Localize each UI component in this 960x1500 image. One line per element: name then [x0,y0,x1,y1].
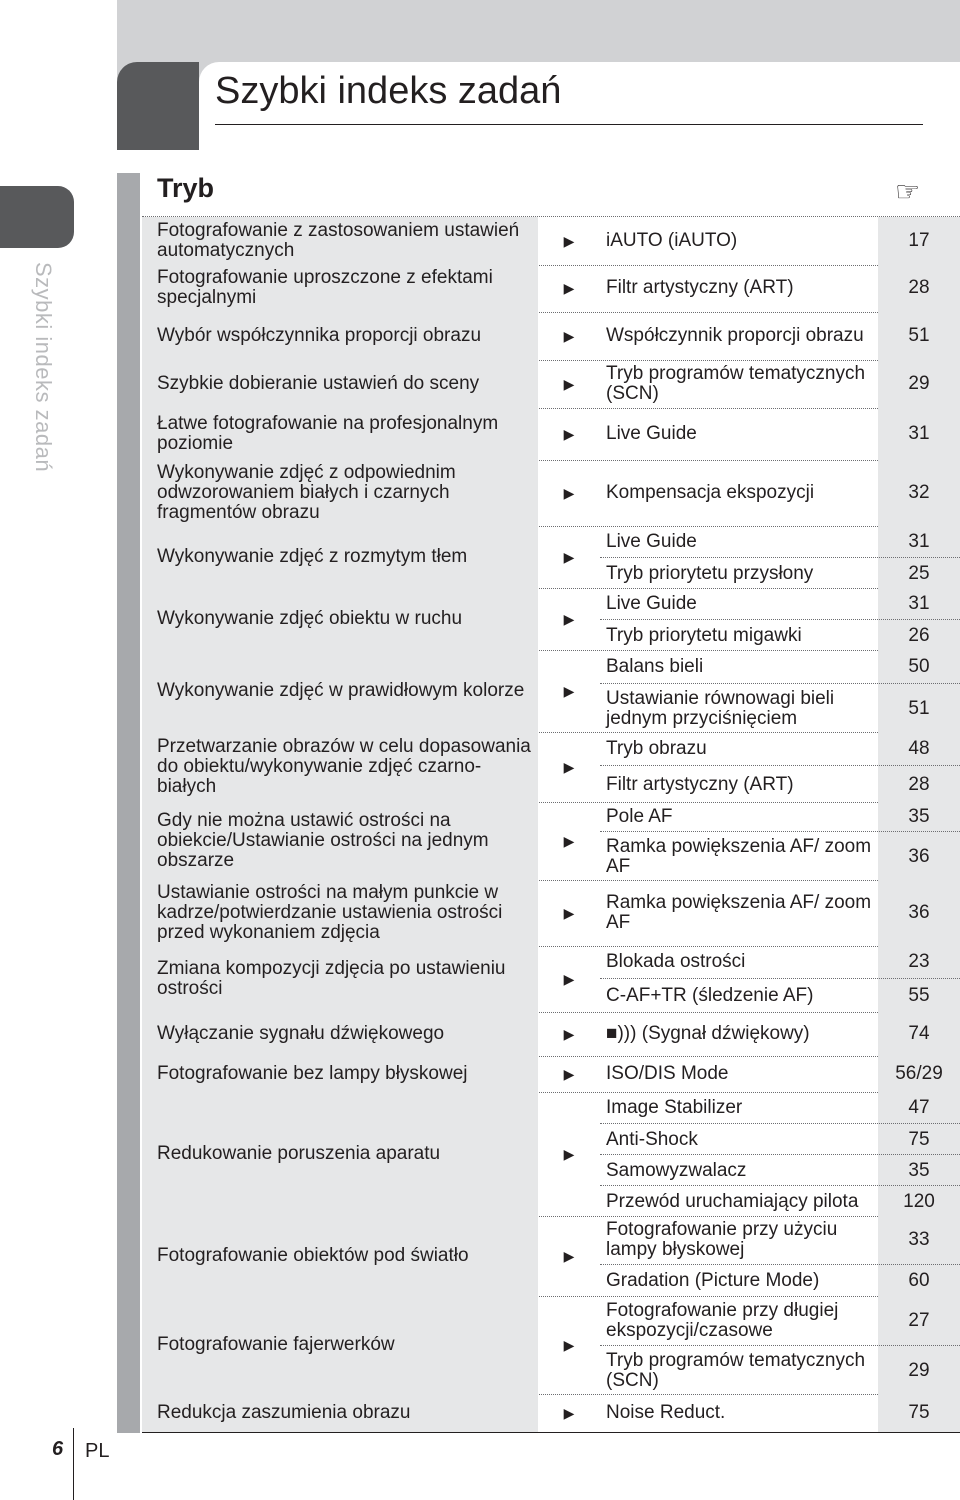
reference-list [600,732,960,802]
reference-label: Live Guide [606,530,697,552]
table-row [142,650,960,733]
reference-page: 36 [908,902,930,923]
reference-list [600,1092,960,1216]
reference-item [600,1296,960,1345]
reference-item [600,946,960,978]
task-label: Fotografowanie obiektów pod światło [142,1216,538,1296]
pointing-hand-icon: ☞ [895,176,921,207]
reference-list [600,1056,960,1092]
reference-label: Image Stabilizer [606,1096,743,1118]
reference-item [600,1345,960,1395]
reference-list [600,526,960,588]
reference-label: Fotografowanie przy długiej ekspozycji/czasowe [606,1299,839,1341]
reference-page: 120 [903,1190,935,1212]
reference-label: Noise Reduct. [606,1402,726,1423]
reference-label: Live Guide [606,423,697,444]
arrow-right-icon: ▶ [563,970,575,987]
task-label: Łatwe fotografowanie na profesjonalnym poziomie [142,408,538,460]
reference-list [600,802,960,880]
arrow-right-icon: ▶ [563,548,575,565]
reference-item [600,732,960,765]
reference-page: 31 [908,423,930,444]
reference-page: 75 [908,1128,930,1150]
arrow-right-icon: ▶ [563,425,575,442]
reference-page: 32 [908,482,930,503]
reference-page: 51 [908,697,930,719]
reference-page: 29 [908,1359,930,1381]
reference-page: 47 [908,1096,930,1118]
table-row [142,1216,960,1297]
reference-page: 26 [908,624,930,646]
reference-label: Tryb programów tematycznych (SCN) [606,1349,866,1391]
table-row [142,880,960,947]
reference-item [600,460,960,526]
reference-page: 33 [908,1229,930,1250]
reference-page: 50 [908,655,930,677]
task-label: Gdy nie można ustawić ostrości na obiekcie/Ustawianie ostrości na jednym obszarze [142,802,538,880]
header-tab [117,62,199,150]
arrow-right-icon: ▶ [563,610,575,627]
arrow-right-icon: ▶ [563,758,575,775]
reference-page: 23 [908,951,930,972]
title-divider [215,124,923,125]
reference-page: 28 [908,277,930,298]
reference-label: Ramka powiększenia AF/ zoom AF [606,892,872,933]
reference-list [600,217,960,265]
reference-label: Blokada ostrości [606,951,746,972]
reference-label: Live Guide [606,592,697,614]
reference-page: 25 [908,562,930,584]
reference-page: 28 [908,773,930,795]
reference-list [600,1394,960,1432]
reference-item [600,1056,960,1092]
reference-page: 17 [908,230,930,251]
reference-item [600,1123,960,1155]
reference-list [600,312,960,360]
reference-page: 31 [908,592,930,614]
reference-page: 36 [908,845,930,867]
reference-label: Ramka powiększenia AF/ zoom AF [606,835,872,877]
task-label: Fotografowanie uproszczone z efektami specjalnymi [142,264,538,312]
reference-list [600,360,960,408]
table-row [142,732,960,803]
reference-label: Gradation (Picture Mode) [606,1270,820,1291]
reference-item [600,526,960,557]
task-label: Ustawianie ostrości na małym punkcie w kadrze/potwierdzanie ustawienia ostrości przed wykonaniem zdjęcia [142,880,538,946]
reference-page: 56/29 [895,1063,943,1084]
reference-list [600,408,960,460]
reference-list [600,650,960,732]
task-label: Wykonywanie zdjęć z odpowiednim odwzorowaniem białych i czarnych fragmentów obrazu [142,460,538,526]
reference-label: Ustawianie równowagi bieli jednym przyciśnięciem [606,687,835,729]
side-tab [0,186,74,248]
table-row [142,1394,960,1433]
reference-item [600,1012,960,1056]
reference-label: Tryb priorytetu migawki [606,624,802,646]
reference-item [600,802,960,831]
task-label: Fotografowanie bez lampy błyskowej [142,1056,538,1092]
reference-item [600,650,960,683]
reference-page: 75 [908,1402,930,1423]
table-row [142,526,960,589]
arrow-right-icon: ▶ [563,682,575,699]
reference-item [600,1185,960,1217]
reference-label: Filtr artystyczny (ART) [606,277,794,298]
reference-page: 35 [908,1159,930,1181]
reference-label: Kompensacja ekspozycji [606,482,815,503]
reference-item [600,1154,960,1186]
reference-list [600,1296,960,1394]
reference-label: Samowyzwalacz [606,1159,747,1181]
arrow-right-icon: ▶ [563,1025,575,1042]
reference-item [600,312,960,360]
table-row [142,802,960,881]
arrow-right-icon: ▶ [563,484,575,501]
section-title: Tryb [157,173,215,203]
task-label: Zmiana kompozycji zdjęcia po ustawieniu ostrości [142,946,538,1012]
reference-page: 35 [908,805,930,827]
reference-page: 27 [908,1309,930,1331]
reference-page: 60 [908,1270,930,1291]
section-strip [117,173,140,1433]
task-label: Redukowanie poruszenia aparatu [142,1092,538,1216]
task-label: Fotografowanie fajerwerków [142,1296,538,1394]
reference-item [600,217,960,265]
arrow-right-icon: ▶ [563,1404,575,1421]
reference-label: ■))) (Sygnał dźwiękowy) [606,1023,810,1044]
arrow-right-icon: ▶ [563,1247,575,1264]
reference-list [600,1216,960,1296]
arrow-right-icon: ▶ [563,327,575,344]
reference-item [600,880,960,946]
task-label: Wykonywanie zdjęć w prawidłowym kolorze [142,650,538,732]
reference-list [600,1012,960,1056]
table-row [142,264,960,313]
reference-label: Anti-Shock [606,1128,698,1150]
task-label: Wyłączanie sygnału dźwiękowego [142,1012,538,1056]
reference-label: iAUTO (iAUTO) [606,230,738,251]
reference-item [600,1092,960,1123]
page-number-divider [73,1428,74,1500]
reference-item [600,978,960,1013]
task-label: Wykonywanie zdjęć obiektu w ruchu [142,588,538,650]
table-bottom-rule [142,1432,960,1433]
reference-page: 51 [908,325,930,346]
table-row [142,360,960,409]
reference-page: 55 [908,985,930,1006]
task-label: Redukcja zaszumienia obrazu [142,1394,538,1432]
arrow-right-icon: ▶ [563,1336,575,1353]
reference-label: Fotografowanie przy użyciu lampy błyskowej [606,1219,838,1260]
reference-item [600,408,960,460]
arrow-right-icon: ▶ [563,279,575,296]
reference-list [600,264,960,312]
table-row [142,216,960,266]
arrow-right-icon: ▶ [563,1065,575,1082]
reference-item [600,588,960,619]
reference-page: 48 [908,737,930,759]
reference-list [600,946,960,1012]
arrow-right-icon: ▶ [563,375,575,392]
reference-item [600,765,960,803]
reference-item [600,683,960,733]
reference-label: Pole AF [606,805,673,827]
reference-label: Tryb obrazu [606,737,707,759]
reference-item [600,619,960,651]
table-row [142,312,960,361]
reference-page: 31 [908,530,930,552]
arrow-right-icon: ▶ [563,832,575,849]
reference-page: 74 [908,1023,930,1044]
reference-page: 29 [908,373,930,394]
reference-item [600,831,960,881]
table-row [142,588,960,651]
reference-label: Filtr artystyczny (ART) [606,773,794,795]
reference-list [600,880,960,946]
arrow-right-icon: ▶ [563,232,575,249]
table-row [142,1012,960,1057]
reference-label: Balans bieli [606,655,704,677]
table-row [142,946,960,1013]
task-label: Wykonywanie zdjęć z rozmytym tłem [142,526,538,588]
reference-label: Przewód uruchamiający pilota [606,1190,859,1212]
reference-list [600,588,960,650]
task-label: Szybkie dobieranie ustawień do sceny [142,360,538,408]
table-row [142,408,960,461]
reference-item [600,264,960,312]
table-row [142,1296,960,1395]
task-label: Wybór współczynnika proporcji obrazu [142,312,538,360]
reference-item [600,557,960,589]
arrow-right-icon: ▶ [563,904,575,921]
page-number: 6 [52,1438,64,1460]
reference-item [600,360,960,408]
task-label: Fotografowanie z zastosowaniem ustawień automatycznych [142,217,538,265]
reference-label: Współczynnik proporcji obrazu [606,325,864,346]
task-label: Przetwarzanie obrazów w celu dopasowania do obiektu/wykonywanie zdjęć czarno-białych [142,732,538,802]
reference-label: C-AF+TR (śledzenie AF) [606,985,814,1006]
reference-item [600,1264,960,1297]
reference-item [600,1394,960,1432]
reference-label: Tryb programów tematycznych (SCN) [606,363,866,404]
side-label: Szybki indeks zadań [31,262,56,473]
table-row [142,1056,960,1093]
reference-list [600,460,960,526]
reference-label: ISO/DIS Mode [606,1063,729,1084]
table-row [142,460,960,527]
language-code: PL [85,1440,110,1462]
page-title: Szybki indeks zadań [215,70,562,112]
table-row [142,1092,960,1217]
reference-label: Tryb priorytetu przysłony [606,562,814,584]
arrow-right-icon: ▶ [563,1145,575,1162]
reference-item [600,1216,960,1264]
